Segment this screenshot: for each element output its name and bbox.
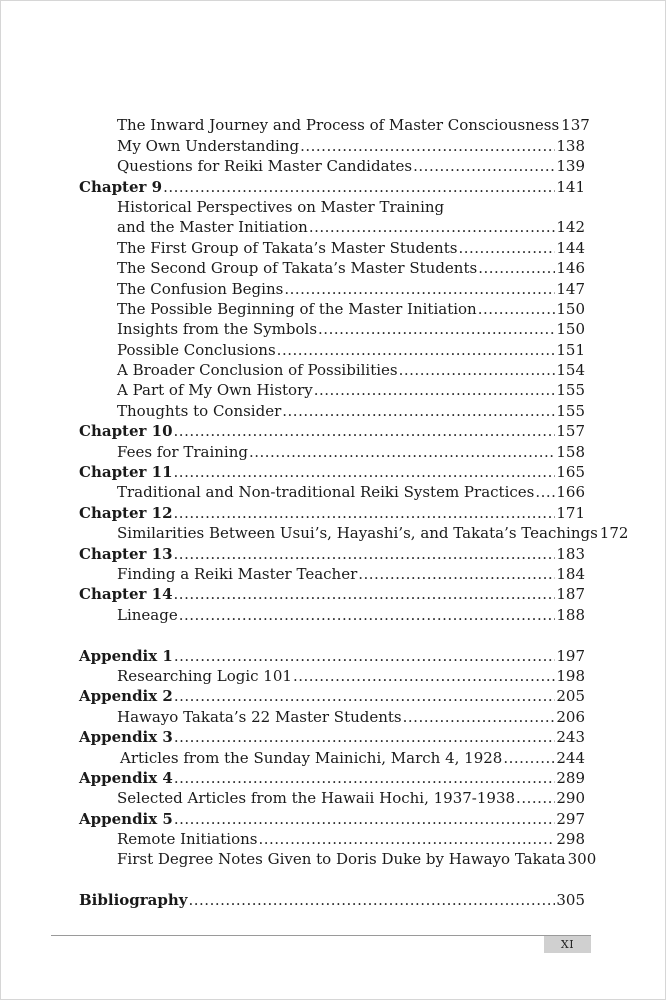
toc-page-number: 158 [556, 442, 585, 461]
toc-section-entry [79, 705, 585, 725]
toc-page-number: 146 [556, 259, 585, 278]
toc-section-entry [79, 277, 585, 297]
toc-entry-title: The First Group of Takata’s Master Students [117, 238, 458, 257]
toc-page-number: 183 [556, 544, 585, 563]
toc-dot-leader [189, 891, 556, 909]
toc-dot-leader [399, 361, 556, 379]
toc-chapter-entry [79, 420, 585, 440]
toc-entry-title: Chapter 9 [79, 177, 163, 196]
toc-page-number: 138 [556, 136, 585, 155]
toc-block-1 [79, 114, 590, 196]
toc-entry-title: The Inward Journey and Process of Master Consciousness [117, 116, 560, 135]
toc-section-entry [79, 338, 585, 358]
toc-page-number: 154 [556, 361, 585, 380]
toc-entry-title: Chapter 14 [79, 585, 173, 604]
toc-page-number: 157 [556, 422, 585, 441]
toc-section-entry [79, 379, 585, 399]
toc-page-number: 150 [556, 299, 585, 318]
toc-page-number: 205 [556, 687, 585, 706]
toc-dot-leader [249, 443, 555, 461]
toc-dot-leader [179, 606, 556, 624]
toc-dot-leader [277, 341, 556, 359]
toc-section-entry [79, 440, 585, 460]
table-of-contents [79, 114, 629, 910]
toc-section-entry [79, 481, 585, 501]
toc-dot-leader [293, 667, 555, 685]
toc-section-entry [79, 134, 585, 154]
toc-entry-title: Fees for Training [117, 442, 248, 461]
toc-chapter-entry [79, 175, 585, 195]
toc-section-entry [79, 216, 585, 236]
toc-page-number: 171 [556, 503, 585, 522]
toc-section-entry [79, 787, 585, 807]
toc-page-number: 289 [556, 768, 585, 787]
toc-entry-title: Finding a Reiki Master Teacher [117, 564, 358, 583]
toc-entry-title: Chapter 13 [79, 544, 173, 563]
toc-entry-title: Appendix 3 [79, 728, 173, 747]
toc-dot-leader [282, 402, 555, 420]
toc-page-number: 198 [556, 666, 585, 685]
toc-dot-leader [503, 749, 555, 767]
toc-chapter-entry [79, 501, 585, 521]
page-number-folio: XI [544, 936, 591, 953]
toc-section-entry [79, 318, 585, 338]
toc-dot-leader [174, 687, 556, 705]
toc-page-number: 166 [556, 483, 585, 502]
toc-gap [79, 868, 585, 888]
toc-page-number: 298 [556, 830, 585, 849]
toc-chapter-entry [79, 807, 585, 827]
toc-block-2 [79, 216, 629, 624]
toc-entry-title: Traditional and Non-traditional Reiki System Practices [117, 483, 535, 502]
toc-chapter-entry [79, 542, 585, 562]
toc-section-entry [79, 155, 585, 175]
toc-entry-title: Hawayo Takata’s 22 Master Students [117, 707, 402, 726]
toc-entry-title: Possible Conclusions [117, 340, 276, 359]
toc-dot-leader [174, 585, 556, 603]
toc-page-number: 151 [556, 340, 585, 359]
toc-section-entry [79, 298, 585, 318]
toc-block-4 [79, 889, 585, 909]
toc-section-entry [79, 114, 590, 135]
toc-entry-title: Chapter 11 [79, 463, 173, 482]
toc-entry-title: Questions for Reiki Master Candidates [117, 157, 413, 176]
toc-block-3 [79, 644, 597, 869]
toc-page-number: 165 [556, 463, 585, 482]
toc-dot-leader [318, 320, 555, 338]
toc-page-number: 155 [556, 381, 585, 400]
toc-entry-title: Thoughts to Consider [117, 401, 282, 420]
toc-entry-title: A Part of My Own History [117, 381, 313, 400]
toc-page-number: 144 [556, 238, 585, 257]
toc-section-entry [79, 603, 585, 623]
toc-dot-leader [174, 545, 556, 563]
toc-dot-leader [516, 789, 555, 807]
toc-entry-title: Appendix 5 [79, 809, 173, 828]
toc-chapter-entry [79, 726, 585, 746]
toc-dot-leader [403, 708, 556, 726]
toc-section-entry [79, 848, 597, 869]
toc-chapter-entry [79, 461, 585, 481]
toc-page-number: 147 [556, 279, 585, 298]
toc-entry-title: Selected Articles from the Hawaii Hochi, 1937-1938 [117, 789, 516, 808]
toc-entry-title: First Degree Notes Given to Doris Duke by Hawayo Takata [117, 850, 566, 869]
toc-page-number: 290 [556, 789, 585, 808]
toc-wrapped-line: Historical Perspectives on Master Training [117, 197, 445, 216]
toc-chapter-entry [79, 685, 585, 705]
toc-chapter-entry [79, 583, 585, 603]
toc-section-entry [79, 828, 585, 848]
toc-page-number: 297 [556, 809, 585, 828]
toc-page-number: 142 [556, 218, 585, 237]
toc-page-number: 150 [556, 320, 585, 339]
toc-page-number: 184 [556, 564, 585, 583]
toc-dot-leader [174, 810, 556, 828]
toc-chapter-entry [79, 767, 585, 787]
toc-entry-title: Appendix 4 [79, 768, 173, 787]
toc-page-number: 187 [556, 585, 585, 604]
toc-section-entry [79, 522, 629, 543]
toc-dot-leader [478, 300, 556, 318]
toc-dot-leader [174, 422, 556, 440]
toc-chapter-entry [79, 644, 585, 664]
toc-entry-title: A Broader Conclusion of Possibilities [117, 361, 398, 380]
toc-chapter-entry [79, 889, 585, 909]
toc-entry-title: Remote Initiations [117, 830, 258, 849]
toc-dot-leader [163, 178, 555, 196]
toc-entry-title: Chapter 10 [79, 422, 173, 441]
toc-entry-title: Chapter 12 [79, 503, 173, 522]
toc-section-entry [79, 665, 585, 685]
toc-gap [79, 624, 585, 644]
toc-section-entry [79, 257, 585, 277]
toc-entry-title: Bibliography [79, 891, 188, 910]
toc-entry-title: Appendix 2 [79, 687, 173, 706]
footer-rule [51, 935, 591, 936]
toc-entry-title: My Own Understanding [117, 136, 300, 155]
toc-dot-leader [300, 137, 555, 155]
toc-entry-title: The Second Group of Takata’s Master Students [117, 259, 478, 278]
toc-dot-leader [174, 728, 556, 746]
toc-section-entry [79, 563, 585, 583]
toc-page-number: 188 [556, 605, 585, 624]
toc-section-entry [79, 746, 585, 766]
toc-section-entry [79, 359, 585, 379]
toc-entry-title: Articles from the Sunday Mainichi, March 4, 1928 [120, 748, 503, 767]
toc-entry-title: The Confusion Begins [117, 279, 284, 298]
toc-dot-leader [174, 647, 556, 665]
toc-entry-title: The Possible Beginning of the Master Initiation [117, 299, 477, 318]
toc-dot-leader [174, 504, 556, 522]
toc-page-number: 197 [556, 646, 585, 665]
toc-page-number: 300 [567, 850, 597, 869]
toc-entry-title: Researching Logic 101 [117, 666, 292, 685]
toc-dot-leader [458, 239, 555, 257]
toc-dot-leader [284, 280, 555, 298]
toc-page-number: 172 [599, 524, 629, 543]
toc-entry-title: Similarities Between Usui’s, Hayashi’s, and Takata’s Teachings [117, 524, 598, 543]
toc-entry-title: Lineage [117, 605, 178, 624]
toc-dot-leader [478, 259, 555, 277]
toc-page-number: 155 [556, 401, 585, 420]
toc-page-number: 244 [556, 748, 585, 767]
toc-page-number: 243 [556, 728, 585, 747]
toc-entry-title: Insights from the Symbols [117, 320, 318, 339]
toc-entry-title: Appendix 1 [79, 646, 173, 665]
toc-page-number: 139 [556, 157, 585, 176]
toc-section-entry [79, 236, 585, 256]
toc-page-number: 141 [556, 177, 585, 196]
toc-page-number: 137 [561, 116, 590, 135]
toc-dot-leader [358, 565, 555, 583]
toc-dot-leader [258, 830, 555, 848]
toc-dot-leader [309, 218, 556, 236]
toc-dot-leader [413, 157, 555, 175]
toc-dot-leader [535, 483, 555, 501]
toc-dot-leader [314, 381, 556, 399]
toc-page-number: 305 [556, 891, 585, 910]
toc-entry-title: and the Master Initiation [117, 218, 308, 237]
toc-dot-leader [174, 769, 556, 787]
toc-section-entry [79, 399, 585, 419]
toc-page-number: 206 [556, 707, 585, 726]
toc-dot-leader [174, 463, 556, 481]
